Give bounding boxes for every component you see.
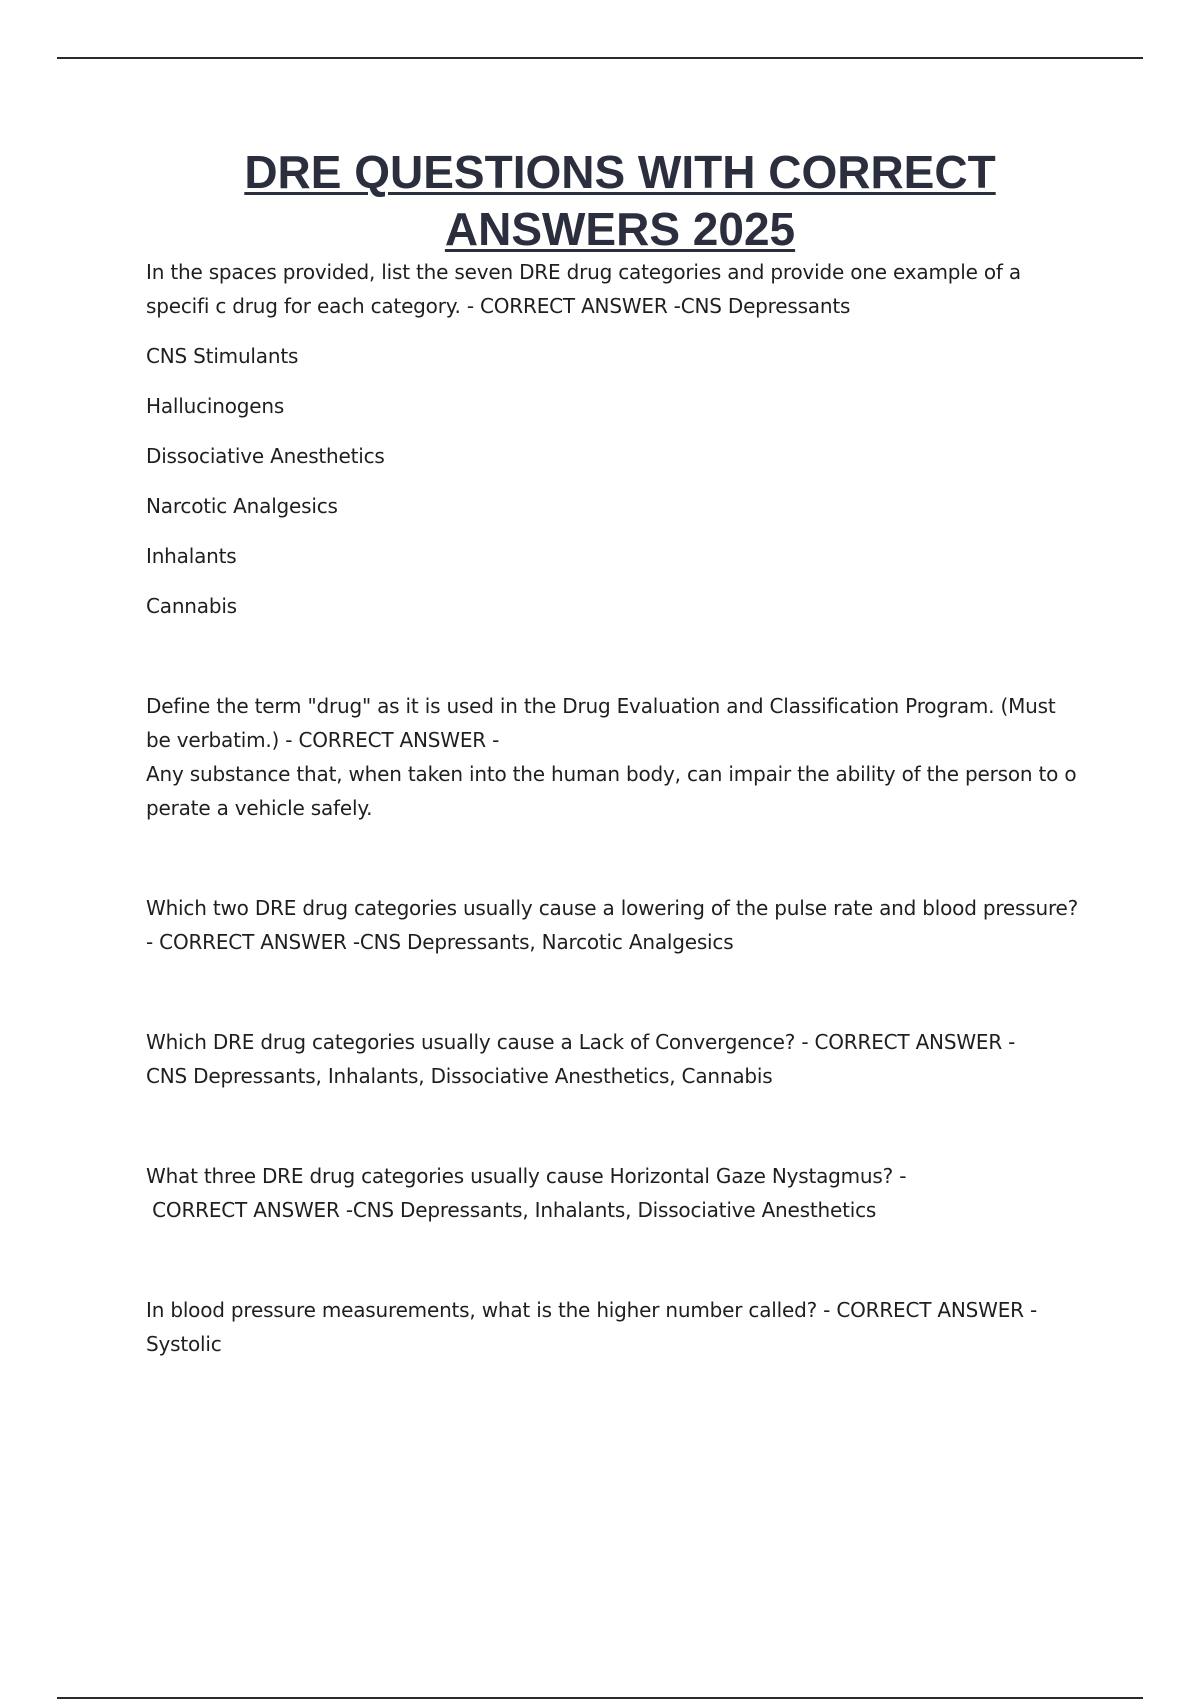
- document-body: [146, 255, 1086, 1361]
- answer-item-cannabis: Cannabis: [146, 594, 237, 618]
- question-5: What three DRE drug categories usually cause Horizontal Gaze Nystagmus? -: [146, 1164, 907, 1188]
- answer-item-inhalants: Inhalants: [146, 544, 237, 568]
- title-line-2: ANSWERS 2025: [444, 203, 796, 255]
- question-6: In blood pressure measurements, what is the higher number called? - CORRECT ANSWER -: [146, 1298, 1038, 1322]
- question-2: Define the term "drug" as it is used in the Drug Evaluation and Classification Program. (Must be verbatim.) - CORRECT ANSWER -: [146, 694, 1056, 752]
- answer-5: CORRECT ANSWER -CNS Depressants, Inhalants, Dissociative Anesthetics: [146, 1198, 877, 1222]
- answer-item-dissociative-anesthetics: Dissociative Anesthetics: [146, 444, 385, 468]
- document-title: [0, 144, 1200, 258]
- question-1: In the spaces provided, list the seven DRE drug categories and provide one example of a specifi c drug for each category. - CORRECT ANSWER -CNS Depressants: [146, 260, 1021, 318]
- question-4: Which DRE drug categories usually cause a Lack of Convergence? - CORRECT ANSWER -: [146, 1030, 1016, 1054]
- answer-6: Systolic: [146, 1332, 222, 1356]
- answer-item-hallucinogens: Hallucinogens: [146, 394, 285, 418]
- answer-item-narcotic-analgesics: Narcotic Analgesics: [146, 494, 338, 518]
- answer-item-cns-stimulants: CNS Stimulants: [146, 344, 299, 368]
- question-3: Which two DRE drug categories usually cause a lowering of the pulse rate and blood pressure? - CORRECT ANSWER -CNS Depressants, Narcotic Analgesics: [146, 896, 1079, 954]
- header-rule: [57, 57, 1143, 59]
- answer-4: CNS Depressants, Inhalants, Dissociative Anesthetics, Cannabis: [146, 1064, 773, 1088]
- answer-2: Any substance that, when taken into the human body, can impair the ability of the person to o perate a vehicle safely.: [146, 762, 1077, 820]
- title-line-1: DRE QUESTIONS WITH CORRECT: [244, 146, 996, 198]
- footer-rule: [57, 1697, 1143, 1699]
